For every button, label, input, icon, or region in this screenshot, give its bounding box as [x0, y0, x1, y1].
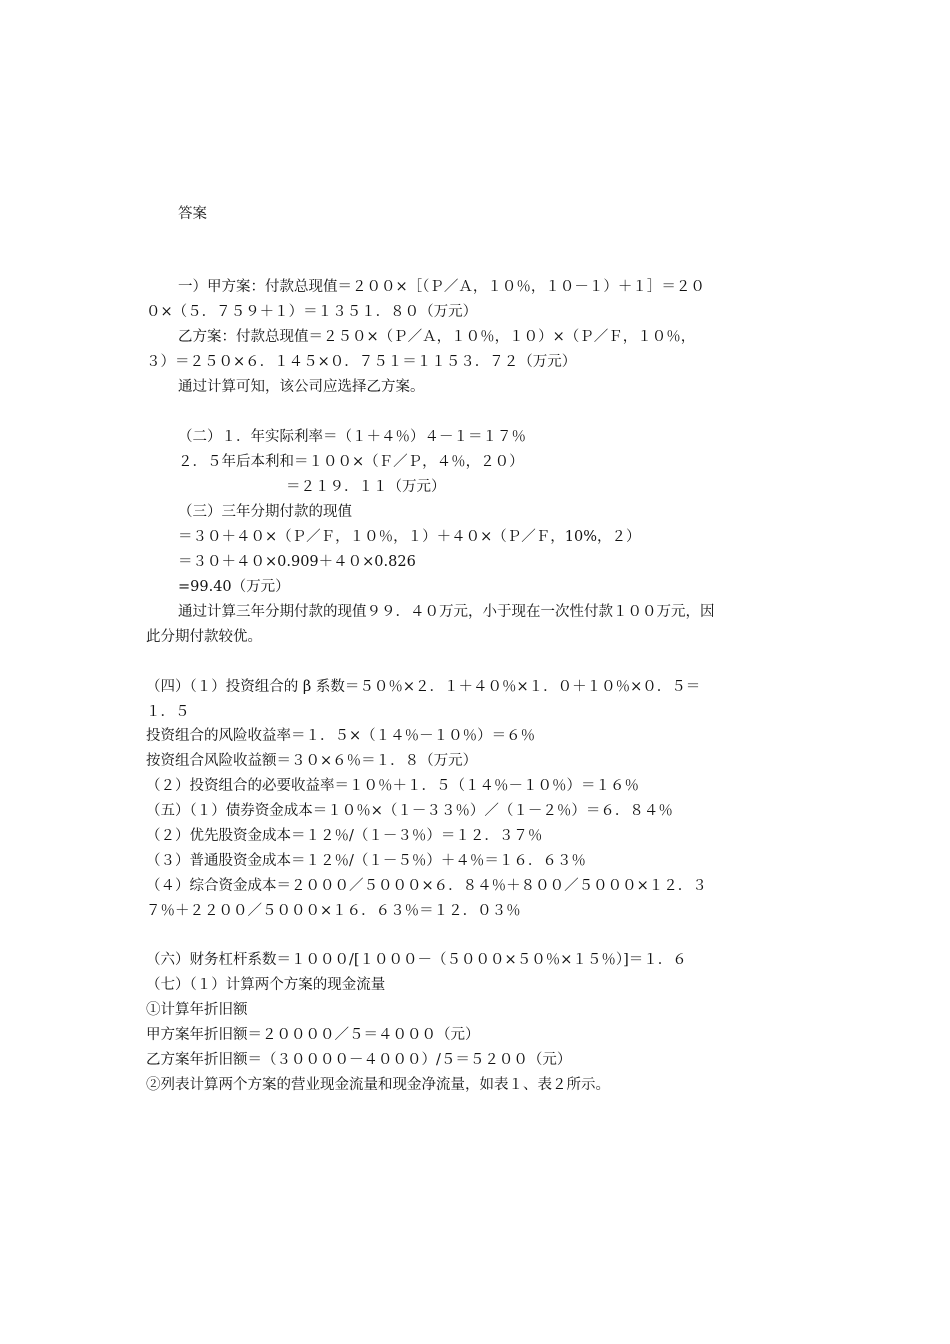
text-line: （四）（１）投资组合的 β 系数＝５０％×２．１＋４０％×１．０＋１０％×０．５＝ [146, 679, 701, 695]
text-line: ２．５年后本利和＝１００×（Ｆ／Ｐ，４％，２０） [178, 454, 524, 470]
text-line: ０×（５．７５９＋１）＝１３５１．８０（万元） [146, 304, 478, 320]
text-line: 投资组合的风险收益率＝１．５×（１４％－１０％）＝６％ [146, 728, 536, 744]
text-line: （五）（１）债券资金成本＝１０％×（１－３３％）／（１－２％）＝６．８４％ [146, 803, 673, 819]
text-line: ７％＋２２００／５０００×１６．６３％＝１２．０３％ [146, 903, 521, 919]
text-line: ②列表计算两个方案的营业现金流量和现金净流量，如表１、表２所示。 [146, 1077, 610, 1093]
answer-title: 答案 [178, 206, 207, 222]
text-line: =99.40（万元） [178, 579, 290, 595]
text-line: （六）财务杠杆系数＝１０００/[１０００－（５０００×５０％×１５％）]＝１．６ [146, 952, 687, 968]
text-line: 甲方案年折旧额＝２００００／５＝４０００（元） [146, 1027, 480, 1043]
text-line: 按资组合风险收益额＝３０×６％＝１．８（万元） [146, 753, 478, 769]
text-line: （２）投资组合的必要收益率＝１０％＋１．５（１４％－１０％）＝１６％ [146, 778, 639, 794]
text-line: ３）＝２５０×６．１４５×０．７５１＝１１５３．７２（万元） [146, 354, 577, 370]
text-line: （二）１．年实际利率＝（１＋４％）４－１＝１７％ [178, 429, 526, 445]
text-line: （２）优先股资金成本＝１２％/（１－３％）＝１２．３７％ [146, 828, 543, 844]
text-line: （４）综合资金成本＝２０００／５０００×６．８４％＋８００／５０００×１２．３ [146, 878, 707, 894]
text-line: 一）甲方案：付款总现值＝２００×［（Ｐ／Ａ，１０％，１０－１）＋１］＝２０ [178, 279, 705, 295]
text-line: 通过计算三年分期付款的现值９９．４０万元，小于现在一次性付款１００万元，因 [178, 604, 715, 620]
text-line: 此分期付款较优。 [146, 629, 262, 645]
text-line: （七）（１）计算两个方案的现金流量 [146, 977, 386, 993]
text-line: ＝３０＋４０×0.909＋４０×0.826 [178, 554, 416, 570]
text-line: ①计算年折旧额 [146, 1002, 248, 1018]
text-line: 通过计算可知，该公司应选择乙方案。 [178, 379, 425, 395]
text-line: 乙方案年折旧额＝（３００００－４０００）/５＝５２００（元） [146, 1052, 572, 1068]
text-line: 乙方案：付款总现值＝２５０×（Ｐ／Ａ，１０％，１０）×（Ｐ／Ｆ，１０％， [178, 329, 696, 345]
text-line: ＝２１９．１１（万元） [286, 479, 446, 495]
text-line: １．５ [146, 704, 190, 720]
text-line: （三）三年分期付款的现值 [178, 504, 352, 520]
text-line: （３）普通股资金成本＝１２％/（１－５％）＋４％＝１６．６３％ [146, 853, 586, 869]
text-line: ＝３０＋４０×（Ｐ／Ｆ，１０％，１）＋４０×（Ｐ／Ｆ，10%，２） [178, 529, 641, 545]
